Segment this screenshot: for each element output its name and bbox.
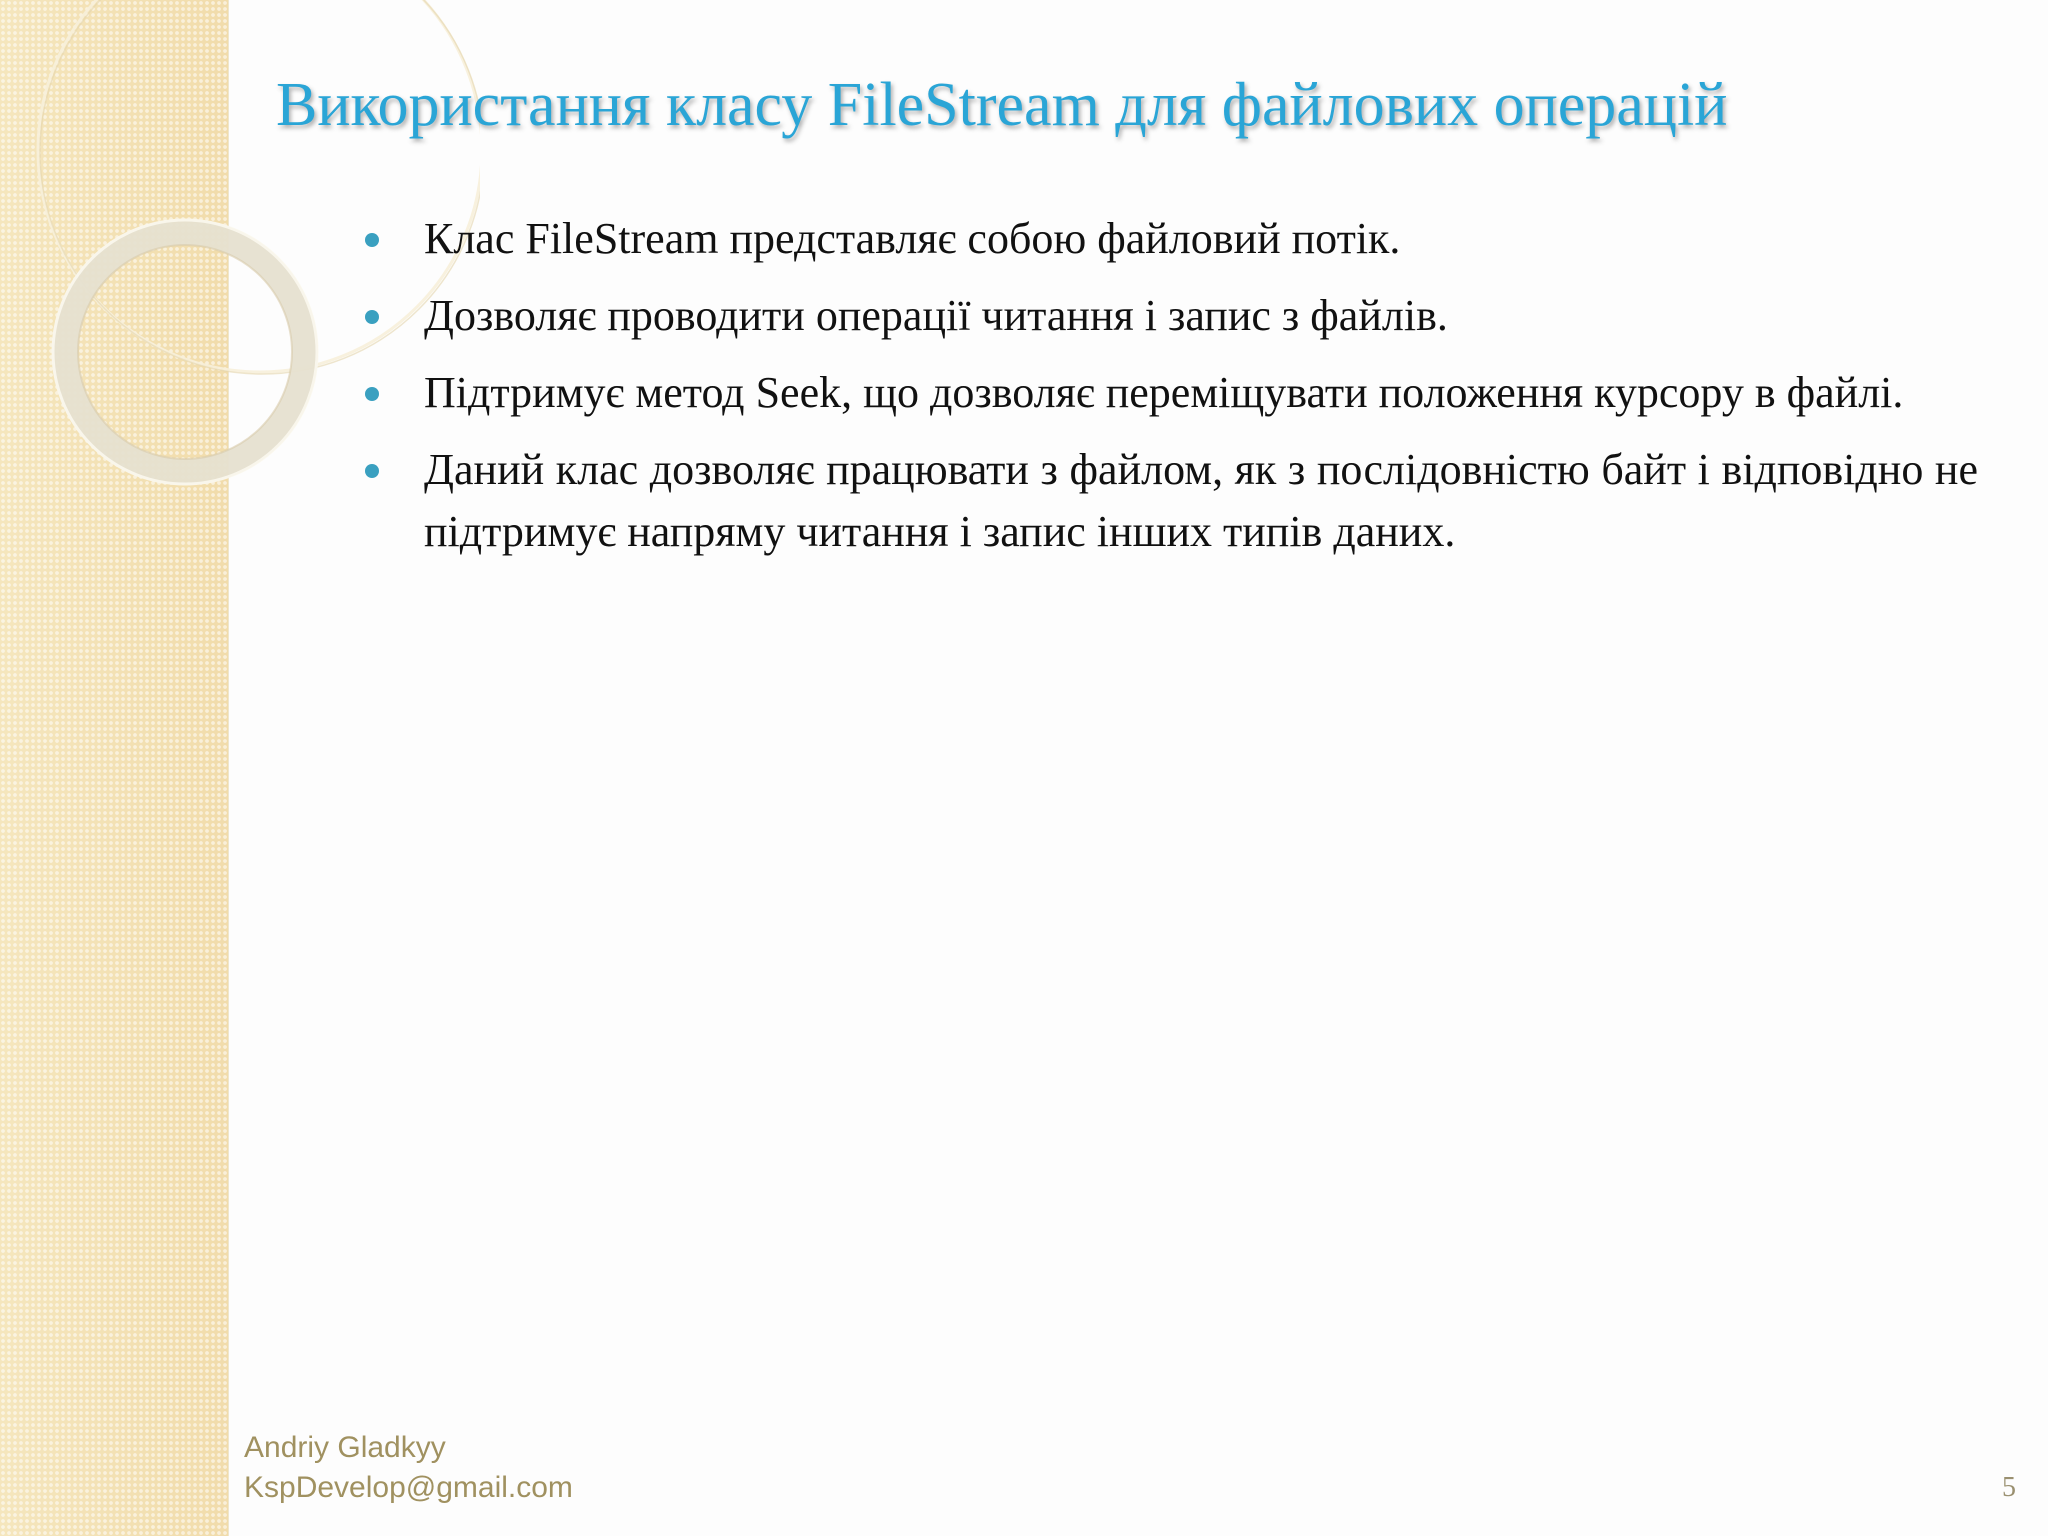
bullet-dot-icon — [365, 310, 379, 324]
footer-author — [244, 1428, 573, 1508]
author-email: KspDevelop@gmail.com — [244, 1471, 573, 1504]
bullet-dot-icon — [365, 464, 379, 478]
list-item-text: Даний клас дозволяє працювати з файлом, як з послідовністю байт і відповідно не підтримує напряму читання і запис інших типів даних. — [424, 445, 1978, 556]
list-item — [358, 208, 1978, 270]
list-item-text: Клас FileStream представляє собою файловий потік. — [424, 214, 1401, 263]
slide-title: Використання класу FileStream для файлових операцій — [276, 71, 1728, 139]
bullet-dot-icon — [365, 233, 379, 247]
sidebar-texture — [0, 0, 229, 1536]
page-number: 5 — [2002, 1472, 2016, 1503]
author-name: Andriy Gladkyy — [244, 1431, 446, 1464]
bullet-dot-icon — [365, 387, 379, 401]
list-item-text: Підтримує метод Seek, що дозволяє переміщувати положення курсору в файлі. — [424, 368, 1904, 417]
list-item-text: Дозволяє проводити операції читання і запис з файлів. — [424, 291, 1448, 340]
list-item — [358, 362, 1978, 424]
bullet-list — [358, 208, 1978, 578]
list-item — [358, 285, 1978, 347]
list-item — [358, 439, 1978, 563]
